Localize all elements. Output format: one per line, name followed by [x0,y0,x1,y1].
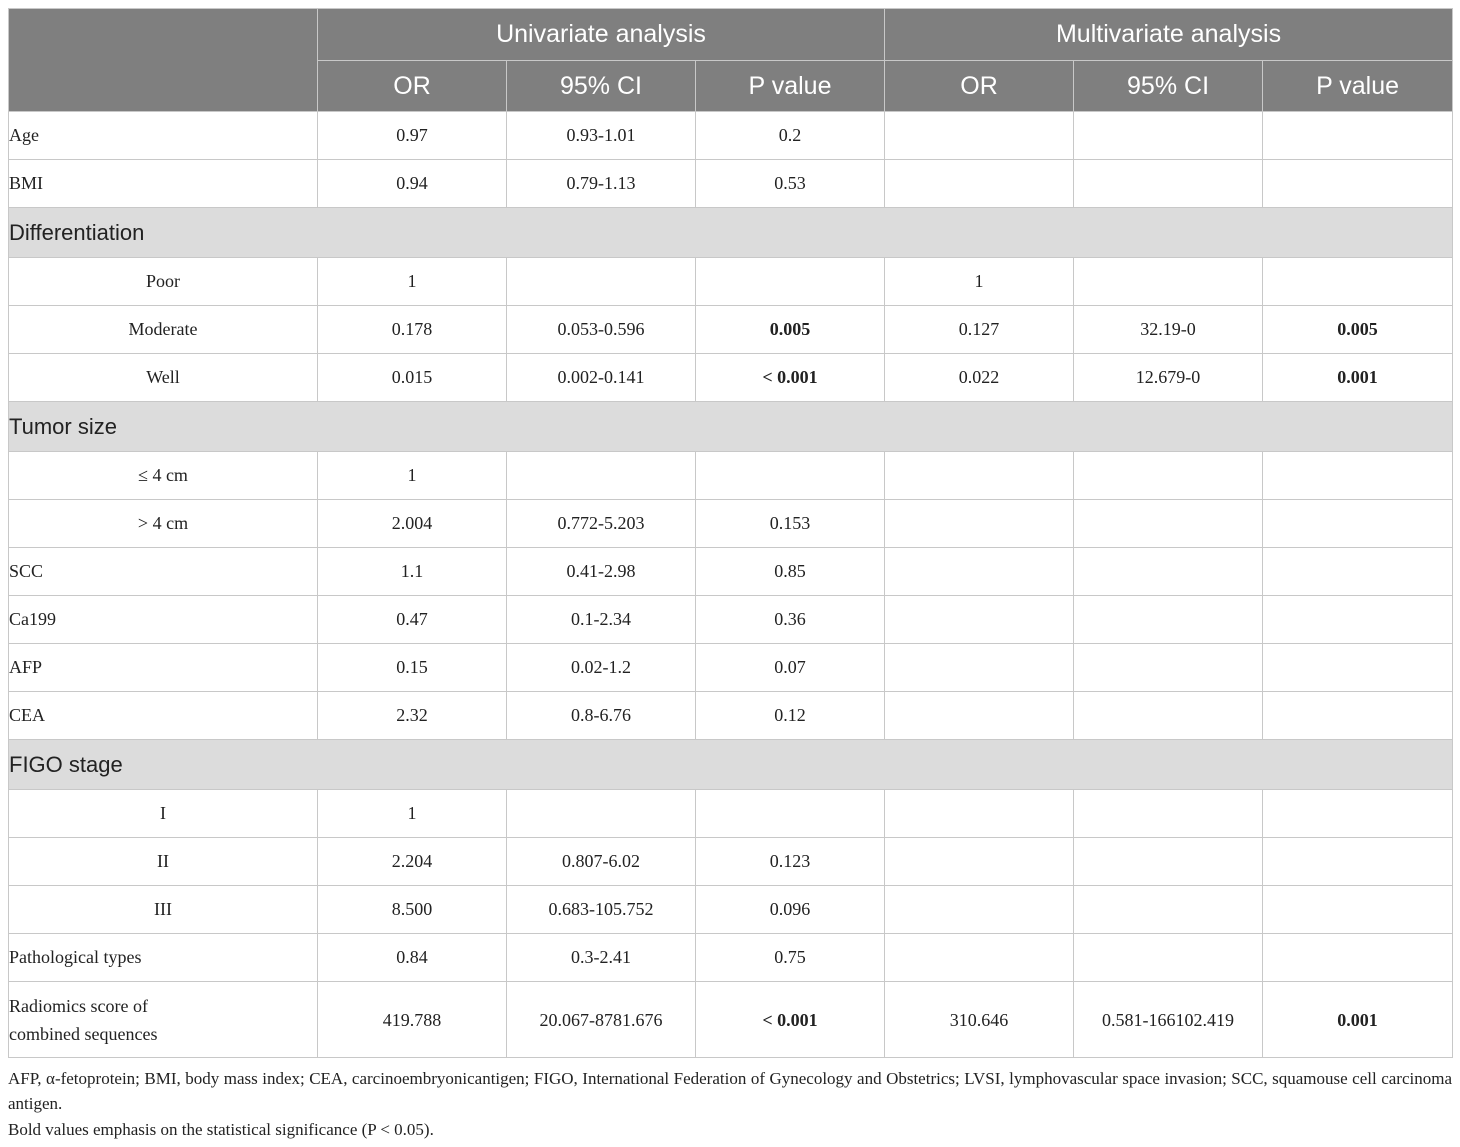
row-label: Age [9,112,318,160]
cell-multi-or [885,790,1074,838]
cell-uni-p: 0.75 [696,934,885,982]
header-univariate: Univariate analysis [318,9,885,61]
table-row [9,306,1453,354]
cell-uni-or: 8.500 [318,886,507,934]
cell-multi-p [1263,790,1453,838]
cell-uni-or: 419.788 [318,982,507,1058]
row-label: Moderate [9,306,318,354]
row-label: Pathological types [9,934,318,982]
row-label: I [9,790,318,838]
table-row [9,258,1453,306]
cell-uni-p: 0.123 [696,838,885,886]
cell-uni-ci: 0.3-2.41 [507,934,696,982]
row-label: AFP [9,644,318,692]
table-row [9,354,1453,402]
cell-multi-ci [1074,452,1263,500]
cell-multi-ci [1074,596,1263,644]
cell-multi-or [885,500,1074,548]
cell-uni-ci: 0.002-0.141 [507,354,696,402]
row-label: Radiomics score of combined sequences [9,982,318,1058]
table-row [9,692,1453,740]
table-row [9,160,1453,208]
row-label: II [9,838,318,886]
cell-uni-ci [507,258,696,306]
cell-multi-p [1263,838,1453,886]
cell-multi-ci [1074,258,1263,306]
header-variable-cell [9,9,318,112]
cell-uni-or: 0.97 [318,112,507,160]
cell-multi-or: 1 [885,258,1074,306]
cell-multi-p: 0.001 [1263,354,1453,402]
cell-multi-p [1263,692,1453,740]
section-label: Differentiation [9,208,1453,258]
header-multi-or: OR [885,61,1074,112]
cell-uni-ci: 0.807-6.02 [507,838,696,886]
cell-uni-p: < 0.001 [696,354,885,402]
cell-uni-p: 0.36 [696,596,885,644]
cell-uni-or: 2.204 [318,838,507,886]
row-label: ≤ 4 cm [9,452,318,500]
cell-multi-ci: 12.679-0 [1074,354,1263,402]
cell-multi-p: 0.001 [1263,982,1453,1058]
table-row [9,596,1453,644]
cell-multi-p [1263,548,1453,596]
regression-table [8,8,1453,1058]
cell-uni-or: 0.178 [318,306,507,354]
cell-uni-or: 0.15 [318,644,507,692]
footnote-bold-note: Bold values emphasis on the statistical significance (P < 0.05). [8,1120,434,1139]
table-row [9,452,1453,500]
cell-uni-p: < 0.001 [696,982,885,1058]
cell-uni-p [696,258,885,306]
cell-multi-p [1263,112,1453,160]
cell-uni-p: 0.85 [696,548,885,596]
cell-multi-p [1263,886,1453,934]
cell-uni-ci: 0.683-105.752 [507,886,696,934]
cell-multi-ci [1074,160,1263,208]
cell-multi-ci [1074,886,1263,934]
cell-multi-or [885,838,1074,886]
cell-uni-or: 1 [318,452,507,500]
cell-multi-ci [1074,112,1263,160]
cell-multi-p [1263,452,1453,500]
cell-uni-or: 0.94 [318,160,507,208]
cell-uni-ci: 20.067-8781.676 [507,982,696,1058]
cell-multi-ci: 32.19-0 [1074,306,1263,354]
section-label: FIGO stage [9,740,1453,790]
cell-multi-p [1263,934,1453,982]
cell-multi-ci [1074,500,1263,548]
header-multi-p: P value [1263,61,1453,112]
footnote-abbreviations: AFP, α-fetoprotein; BMI, body mass index; CEA, carcinoembryonicantigen; FIGO, International Federation of Gynecology and Obstetrics; LVSI, lymphovascular space invasion; SCC, squamouse cell carcinoma antigen. [8,1069,1452,1113]
cell-uni-ci [507,790,696,838]
row-label: BMI [9,160,318,208]
section-row [9,402,1453,452]
table-row [9,500,1453,548]
table-row [9,886,1453,934]
header-multi-ci: 95% CI [1074,61,1263,112]
header-multivariate: Multivariate analysis [885,9,1453,61]
cell-multi-ci [1074,644,1263,692]
cell-multi-ci: 0.581-166102.419 [1074,982,1263,1058]
row-label: CEA [9,692,318,740]
row-label: III [9,886,318,934]
table-row [9,982,1453,1058]
cell-uni-p: 0.2 [696,112,885,160]
cell-uni-p: 0.12 [696,692,885,740]
cell-multi-or [885,112,1074,160]
cell-uni-ci: 0.02-1.2 [507,644,696,692]
cell-uni-ci: 0.8-6.76 [507,692,696,740]
row-label: > 4 cm [9,500,318,548]
header-uni-or: OR [318,61,507,112]
cell-multi-ci [1074,838,1263,886]
cell-multi-or [885,692,1074,740]
cell-multi-p [1263,500,1453,548]
cell-multi-p [1263,160,1453,208]
header-uni-ci: 95% CI [507,61,696,112]
table-body [9,112,1453,1058]
section-row [9,740,1453,790]
table-row [9,790,1453,838]
cell-uni-p: 0.153 [696,500,885,548]
cell-uni-p: 0.096 [696,886,885,934]
cell-multi-or [885,452,1074,500]
table-row [9,644,1453,692]
header-row-groups [9,9,1453,61]
cell-uni-or: 0.015 [318,354,507,402]
cell-uni-or: 0.84 [318,934,507,982]
cell-multi-p: 0.005 [1263,306,1453,354]
cell-multi-or [885,886,1074,934]
row-label: Well [9,354,318,402]
cell-uni-p: 0.005 [696,306,885,354]
cell-multi-ci [1074,548,1263,596]
cell-multi-p [1263,644,1453,692]
cell-uni-ci: 0.1-2.34 [507,596,696,644]
cell-uni-or: 1.1 [318,548,507,596]
cell-uni-ci: 0.41-2.98 [507,548,696,596]
cell-multi-or [885,596,1074,644]
table-row [9,548,1453,596]
table-row [9,112,1453,160]
cell-uni-ci: 0.79-1.13 [507,160,696,208]
row-label: Ca199 [9,596,318,644]
cell-uni-or: 2.32 [318,692,507,740]
cell-uni-or: 2.004 [318,500,507,548]
cell-multi-p [1263,596,1453,644]
cell-multi-ci [1074,790,1263,838]
table-row [9,934,1453,982]
cell-multi-ci [1074,934,1263,982]
cell-multi-p [1263,258,1453,306]
row-label: Poor [9,258,318,306]
cell-multi-or: 0.022 [885,354,1074,402]
cell-multi-or [885,934,1074,982]
cell-uni-p: 0.07 [696,644,885,692]
cell-multi-or [885,160,1074,208]
cell-uni-p: 0.53 [696,160,885,208]
cell-multi-ci [1074,692,1263,740]
cell-uni-ci [507,452,696,500]
cell-uni-or: 1 [318,258,507,306]
cell-uni-p [696,452,885,500]
cell-multi-or: 310.646 [885,982,1074,1058]
section-label: Tumor size [9,402,1453,452]
header-uni-p: P value [696,61,885,112]
cell-uni-or: 1 [318,790,507,838]
section-row [9,208,1453,258]
cell-multi-or [885,644,1074,692]
cell-uni-p [696,790,885,838]
row-label: SCC [9,548,318,596]
cell-uni-ci: 0.053-0.596 [507,306,696,354]
cell-uni-or: 0.47 [318,596,507,644]
cell-uni-ci: 0.772-5.203 [507,500,696,548]
cell-multi-or: 0.127 [885,306,1074,354]
cell-multi-or [885,548,1074,596]
cell-uni-ci: 0.93-1.01 [507,112,696,160]
table-row [9,838,1453,886]
